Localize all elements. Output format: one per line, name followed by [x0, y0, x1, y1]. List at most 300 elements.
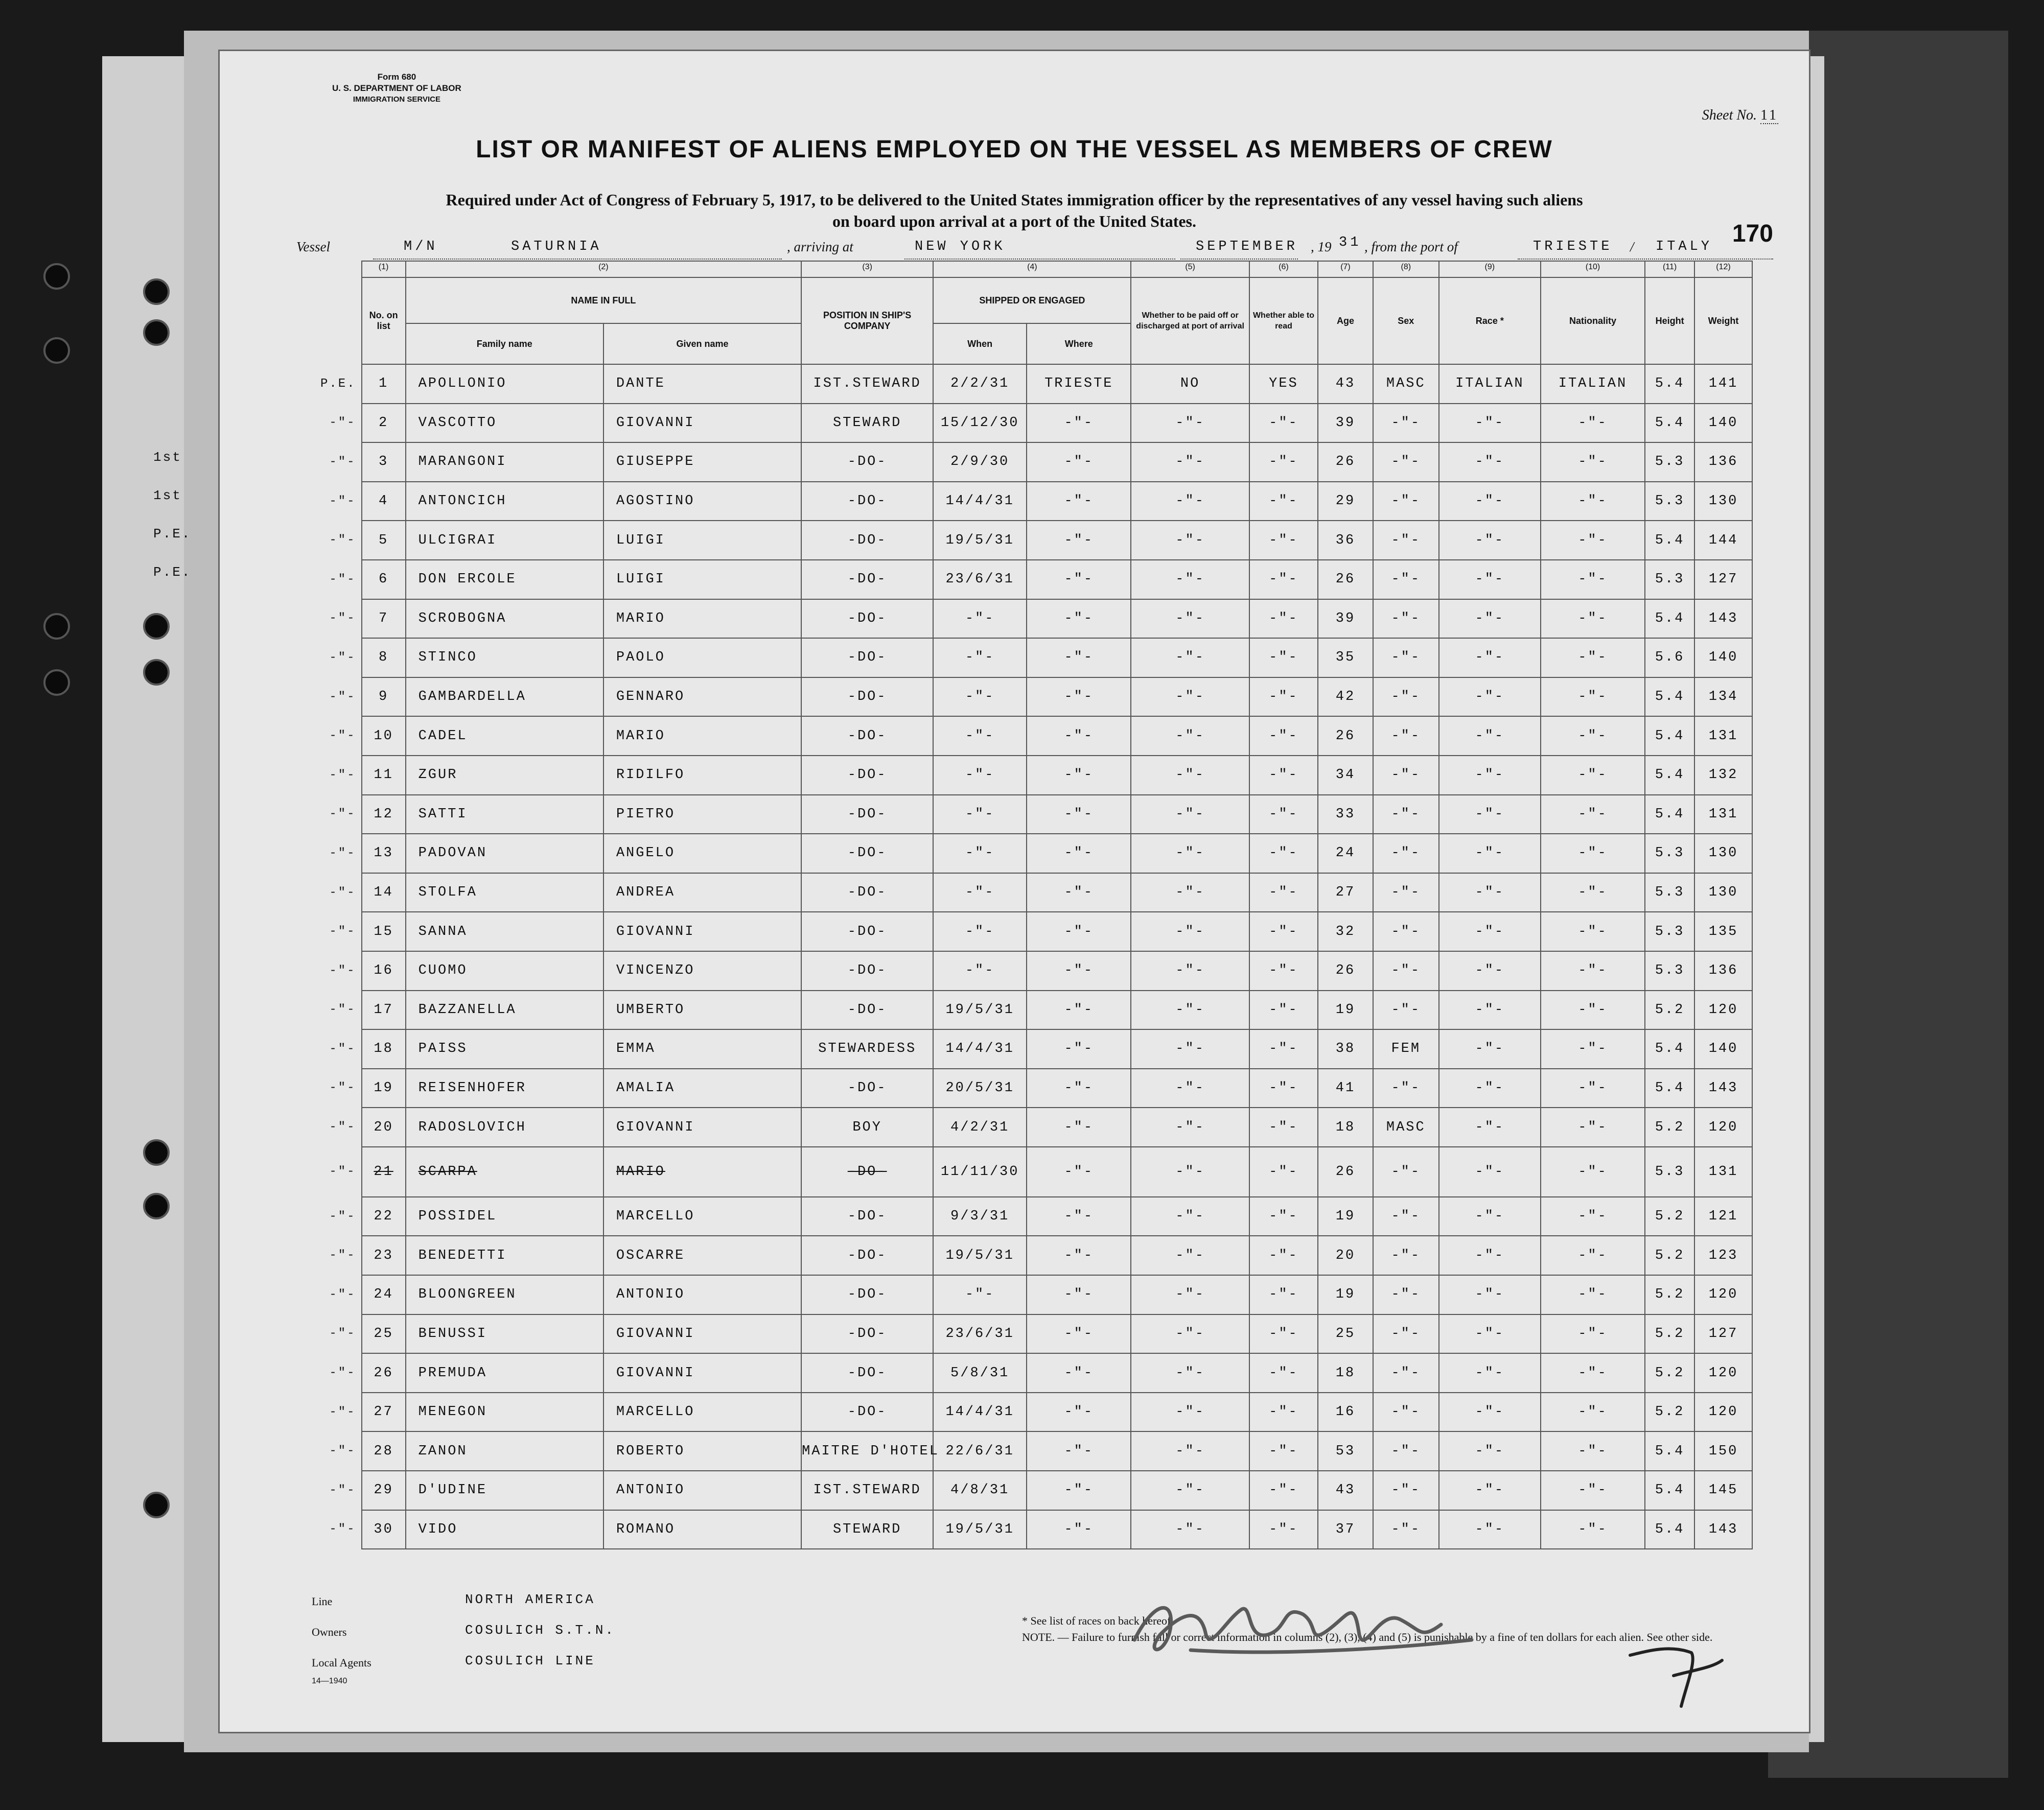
- race: -"-: [1439, 1108, 1541, 1147]
- position: -DO-: [801, 1069, 933, 1108]
- class-margin-cell: -"-: [329, 729, 356, 743]
- race: -"-: [1439, 1353, 1541, 1393]
- weight: 143: [1694, 1510, 1752, 1549]
- able-to-read: -"-: [1249, 834, 1318, 873]
- age: 35: [1318, 638, 1373, 677]
- sex: -"-: [1373, 795, 1439, 834]
- height: 5.2: [1645, 1275, 1694, 1314]
- dotted-rule: [373, 258, 782, 260]
- nationality: -"-: [1541, 1510, 1645, 1549]
- class-margin-cell: -"-: [329, 1081, 356, 1095]
- table-row: [307, 1510, 1752, 1549]
- table-row: [307, 834, 1752, 873]
- age: 16: [1318, 1393, 1373, 1432]
- nationality: -"-: [1541, 1236, 1645, 1275]
- sex: -"-: [1373, 716, 1439, 756]
- paid-off: -"-: [1131, 521, 1249, 560]
- given-name: GIOVANNI: [603, 1353, 801, 1393]
- given-name: GIOVANNI: [603, 1108, 801, 1147]
- sex: -"-: [1373, 991, 1439, 1030]
- position: -DO-: [801, 1353, 933, 1393]
- vessel-type: M/N: [404, 239, 438, 254]
- nationality: -"-: [1541, 1147, 1645, 1197]
- position: STEWARD: [801, 404, 933, 443]
- weight: 143: [1694, 599, 1752, 639]
- sex: -"-: [1373, 1069, 1439, 1108]
- dotted-rule: [904, 258, 1175, 260]
- col-number: (7): [1318, 261, 1373, 277]
- shipped-where: -"-: [1027, 677, 1131, 717]
- col-number: (8): [1373, 261, 1439, 277]
- weight: 150: [1694, 1431, 1752, 1471]
- shipped-when: 23/6/31: [933, 560, 1027, 599]
- nationality: -"-: [1541, 404, 1645, 443]
- class-margin-cell: -"-: [329, 1165, 356, 1179]
- row-number: 9: [362, 677, 406, 717]
- sex: -"-: [1373, 1431, 1439, 1471]
- height: 5.3: [1645, 873, 1694, 912]
- year-prefix: , 19: [1311, 239, 1332, 254]
- paid-off: -"-: [1131, 1029, 1249, 1069]
- binder-hole: [43, 263, 70, 290]
- position: -DO-: [801, 912, 933, 951]
- age: 37: [1318, 1510, 1373, 1549]
- age: 26: [1318, 716, 1373, 756]
- class-margin-cell: -"-: [329, 1287, 356, 1302]
- given-name: ANTONIO: [603, 1471, 801, 1510]
- paid-off: -"-: [1131, 1431, 1249, 1471]
- class-margin-cell: P.E.: [320, 377, 356, 391]
- weight: 134: [1694, 677, 1752, 717]
- shipped-when: -"-: [933, 677, 1027, 717]
- age: 18: [1318, 1353, 1373, 1393]
- header-no-on-list: No. on list: [362, 277, 406, 364]
- margin-note: P.E.: [153, 526, 192, 542]
- table-row: [307, 442, 1752, 482]
- shipped-when: -"-: [933, 873, 1027, 912]
- family-name: SANNA: [406, 912, 603, 951]
- able-to-read: -"-: [1249, 1108, 1318, 1147]
- position: -DO-: [801, 1236, 933, 1275]
- position: -DO-: [801, 873, 933, 912]
- form-code: 14—1940: [312, 1677, 347, 1685]
- height: 5.2: [1645, 1197, 1694, 1236]
- port-separator: /: [1630, 239, 1634, 254]
- nationality: -"-: [1541, 716, 1645, 756]
- sex: -"-: [1373, 1314, 1439, 1354]
- shipped-when: -"-: [933, 638, 1027, 677]
- race: -"-: [1439, 1197, 1541, 1236]
- class-margin-cell: -"-: [329, 416, 356, 430]
- position: -DO-: [801, 1197, 933, 1236]
- row-number: 21: [362, 1147, 406, 1197]
- able-to-read: -"-: [1249, 1029, 1318, 1069]
- position: IST.STEWARD: [801, 364, 933, 404]
- reviewer-mark: [1625, 1640, 1727, 1711]
- row-number: 15: [362, 912, 406, 951]
- sex: -"-: [1373, 1393, 1439, 1432]
- given-name: GENNARO: [603, 677, 801, 717]
- nationality: -"-: [1541, 599, 1645, 639]
- class-margin-cell: -"-: [329, 963, 356, 978]
- owners-label: Owners: [312, 1626, 347, 1638]
- nationality: -"-: [1541, 482, 1645, 521]
- table-row: [307, 1393, 1752, 1432]
- row-number: 24: [362, 1275, 406, 1314]
- nationality: -"-: [1541, 638, 1645, 677]
- given-name: ANDREA: [603, 873, 801, 912]
- paid-off: -"-: [1131, 1510, 1249, 1549]
- binder-hole: [43, 337, 70, 364]
- nationality: -"-: [1541, 873, 1645, 912]
- able-to-read: -"-: [1249, 1275, 1318, 1314]
- given-name: ROBERTO: [603, 1431, 801, 1471]
- position: STEWARD: [801, 1510, 933, 1549]
- position: -DO-: [801, 716, 933, 756]
- race: -"-: [1439, 404, 1541, 443]
- height: 5.3: [1645, 442, 1694, 482]
- weight: 136: [1694, 951, 1752, 991]
- nationality: -"-: [1541, 991, 1645, 1030]
- sex: -"-: [1373, 638, 1439, 677]
- age: 18: [1318, 1108, 1373, 1147]
- family-name: BENUSSI: [406, 1314, 603, 1354]
- able-to-read: -"-: [1249, 560, 1318, 599]
- nationality: -"-: [1541, 1029, 1645, 1069]
- table-row: [307, 677, 1752, 717]
- class-margin-cell: -"-: [329, 1405, 356, 1419]
- sex: -"-: [1373, 599, 1439, 639]
- class-margin-cell: -"-: [329, 925, 356, 939]
- height: 5.4: [1645, 364, 1694, 404]
- position: -DO-: [801, 1314, 933, 1354]
- able-to-read: -"-: [1249, 716, 1318, 756]
- class-margin-cell: -"-: [329, 612, 356, 626]
- row-number: 22: [362, 1197, 406, 1236]
- family-name: STOLFA: [406, 873, 603, 912]
- age: 41: [1318, 1069, 1373, 1108]
- height: 5.2: [1645, 1236, 1694, 1275]
- sex: -"-: [1373, 404, 1439, 443]
- able-to-read: -"-: [1249, 873, 1318, 912]
- given-name: MARIO: [603, 716, 801, 756]
- shipped-where: TRIESTE: [1027, 364, 1131, 404]
- weight: 127: [1694, 560, 1752, 599]
- class-margin: [307, 261, 362, 364]
- able-to-read: -"-: [1249, 521, 1318, 560]
- shipped-when: 11/11/30: [933, 1147, 1027, 1197]
- paid-off: -"-: [1131, 873, 1249, 912]
- height: 5.4: [1645, 521, 1694, 560]
- able-to-read: -"-: [1249, 1393, 1318, 1432]
- position: -DO-: [801, 677, 933, 717]
- age: 19: [1318, 1275, 1373, 1314]
- shipped-where: -"-: [1027, 482, 1131, 521]
- margin-note: 1st: [153, 488, 182, 503]
- shipped-where: -"-: [1027, 951, 1131, 991]
- table-row: [307, 1069, 1752, 1108]
- row-number: 10: [362, 716, 406, 756]
- sex: -"-: [1373, 756, 1439, 795]
- row-number: 3: [362, 442, 406, 482]
- height: 5.4: [1645, 1510, 1694, 1549]
- able-to-read: -"-: [1249, 599, 1318, 639]
- race: ITALIAN: [1439, 364, 1541, 404]
- row-number: 18: [362, 1029, 406, 1069]
- class-margin-cell: -"-: [329, 846, 356, 860]
- given-name: UMBERTO: [603, 991, 801, 1030]
- family-name: GAMBARDELLA: [406, 677, 603, 717]
- race: -"-: [1439, 442, 1541, 482]
- header-weight: Weight: [1694, 277, 1752, 364]
- able-to-read: -"-: [1249, 482, 1318, 521]
- nationality: -"-: [1541, 1069, 1645, 1108]
- table-row: [307, 1147, 1752, 1197]
- col-number: (5): [1131, 261, 1249, 277]
- dotted-rule: [1180, 258, 1298, 260]
- binder-hole: [143, 1492, 170, 1518]
- binder-hole: [143, 613, 170, 640]
- able-to-read: -"-: [1249, 951, 1318, 991]
- weight: 131: [1694, 1147, 1752, 1197]
- agents-label: Local Agents: [312, 1656, 371, 1669]
- dotted-rule: [1518, 258, 1773, 260]
- height: 5.3: [1645, 560, 1694, 599]
- table-row: [307, 364, 1752, 404]
- race: -"-: [1439, 1029, 1541, 1069]
- header-sex: Sex: [1373, 277, 1439, 364]
- class-margin-cell: -"-: [329, 1366, 356, 1380]
- shipped-where: -"-: [1027, 1147, 1131, 1197]
- row-number: 19: [362, 1069, 406, 1108]
- age: 43: [1318, 1471, 1373, 1510]
- family-name: VIDO: [406, 1510, 603, 1549]
- subtitle-line-1: Required under Act of Congress of February 5, 1917, to be delivered to the United States immigration officer by the representatives of any vessel having such aliens: [446, 191, 1583, 209]
- row-number: 12: [362, 795, 406, 834]
- shipped-when: 14/4/31: [933, 1393, 1027, 1432]
- weight: 131: [1694, 795, 1752, 834]
- weight: 140: [1694, 638, 1752, 677]
- row-number: 2: [362, 404, 406, 443]
- sex: -"-: [1373, 873, 1439, 912]
- able-to-read: -"-: [1249, 404, 1318, 443]
- table-row: [307, 521, 1752, 560]
- sheet-number: [1702, 107, 1778, 124]
- age: 43: [1318, 364, 1373, 404]
- family-name: ZANON: [406, 1431, 603, 1471]
- height: 5.4: [1645, 1069, 1694, 1108]
- weight: 127: [1694, 1314, 1752, 1354]
- shipped-when: 23/6/31: [933, 1314, 1027, 1354]
- able-to-read: -"-: [1249, 638, 1318, 677]
- race: -"-: [1439, 677, 1541, 717]
- table-row: [307, 991, 1752, 1030]
- paid-off: -"-: [1131, 912, 1249, 951]
- weight: 143: [1694, 1069, 1752, 1108]
- given-name: MARCELLO: [603, 1197, 801, 1236]
- service: IMMIGRATION SERVICE: [353, 95, 440, 104]
- class-margin-cell: -"-: [329, 885, 356, 900]
- penalty-note: NOTE. — Failure to furnish full or correct information in columns (2), (3), (4) and (5) is punishable by a fine of ten dollars for each alien. See other side.: [1022, 1631, 1713, 1643]
- nationality: ITALIAN: [1541, 364, 1645, 404]
- shipped-where: -"-: [1027, 1069, 1131, 1108]
- page-subtitle: [312, 189, 1717, 232]
- family-name: BAZZANELLA: [406, 991, 603, 1030]
- row-number: 17: [362, 991, 406, 1030]
- table-row: [307, 599, 1752, 639]
- race: -"-: [1439, 716, 1541, 756]
- age: 25: [1318, 1314, 1373, 1354]
- family-name: D'UDINE: [406, 1471, 603, 1510]
- given-name: ANTONIO: [603, 1275, 801, 1314]
- row-number: 8: [362, 638, 406, 677]
- race: -"-: [1439, 1314, 1541, 1354]
- family-name: ANTONCICH: [406, 482, 603, 521]
- binder-hole: [143, 278, 170, 305]
- height: 5.4: [1645, 795, 1694, 834]
- department: U. S. DEPARTMENT OF LABOR: [332, 83, 461, 93]
- table-row: [307, 912, 1752, 951]
- position: -DO-: [801, 560, 933, 599]
- weight: 120: [1694, 1108, 1752, 1147]
- form-number: Form 680: [377, 72, 416, 82]
- family-name: STINCO: [406, 638, 603, 677]
- line-value: NORTH AMERICA: [465, 1592, 595, 1607]
- crew-rows: [307, 364, 1752, 1549]
- age: 19: [1318, 1197, 1373, 1236]
- family-name: BLOONGREEN: [406, 1275, 603, 1314]
- document-number: 170: [1732, 220, 1773, 247]
- shipped-where: -"-: [1027, 442, 1131, 482]
- paid-off: -"-: [1131, 951, 1249, 991]
- shipped-when: 22/6/31: [933, 1431, 1027, 1471]
- position: STEWARDESS: [801, 1029, 933, 1069]
- given-name: AMALIA: [603, 1069, 801, 1108]
- weight: 123: [1694, 1236, 1752, 1275]
- height: 5.2: [1645, 1314, 1694, 1354]
- row-number: 13: [362, 834, 406, 873]
- sex: -"-: [1373, 1147, 1439, 1197]
- nationality: -"-: [1541, 1275, 1645, 1314]
- given-name: OSCARRE: [603, 1236, 801, 1275]
- height: 5.2: [1645, 991, 1694, 1030]
- paid-off: -"-: [1131, 1353, 1249, 1393]
- row-number: 30: [362, 1510, 406, 1549]
- row-number: 23: [362, 1236, 406, 1275]
- position: -DO-: [801, 991, 933, 1030]
- paid-off: -"-: [1131, 404, 1249, 443]
- class-margin-cell: -"-: [329, 494, 356, 508]
- row-number: 29: [362, 1471, 406, 1510]
- given-name: EMMA: [603, 1029, 801, 1069]
- arrival-month: SEPTEMBER: [1196, 239, 1298, 254]
- race: -"-: [1439, 912, 1541, 951]
- shipped-when: -"-: [933, 834, 1027, 873]
- paid-off: -"-: [1131, 677, 1249, 717]
- paid-off: -"-: [1131, 1108, 1249, 1147]
- sheet-value: 11: [1760, 107, 1778, 123]
- race: -"-: [1439, 1471, 1541, 1510]
- sex: -"-: [1373, 677, 1439, 717]
- shipped-when: -"-: [933, 912, 1027, 951]
- given-name: GIOVANNI: [603, 404, 801, 443]
- class-margin-cell: -"-: [329, 455, 356, 469]
- row-number: 14: [362, 873, 406, 912]
- family-name: POSSIDEL: [406, 1197, 603, 1236]
- form-header: [332, 72, 461, 105]
- given-name: GIUSEPPE: [603, 442, 801, 482]
- age: 26: [1318, 951, 1373, 991]
- height: 5.2: [1645, 1353, 1694, 1393]
- race: -"-: [1439, 951, 1541, 991]
- shipped-where: -"-: [1027, 1353, 1131, 1393]
- nationality: -"-: [1541, 1108, 1645, 1147]
- able-to-read: -"-: [1249, 756, 1318, 795]
- shipped-when: -"-: [933, 795, 1027, 834]
- position: -DO-: [801, 599, 933, 639]
- sex: -"-: [1373, 951, 1439, 991]
- shipped-where: -"-: [1027, 1393, 1131, 1432]
- class-margin-cell: -"-: [329, 1522, 356, 1537]
- position: -DO-: [801, 795, 933, 834]
- race: -"-: [1439, 1147, 1541, 1197]
- weight: 131: [1694, 716, 1752, 756]
- position: BOY: [801, 1108, 933, 1147]
- height: 5.3: [1645, 1147, 1694, 1197]
- arriving-label: , arriving at: [787, 239, 853, 254]
- shipped-when: 14/4/31: [933, 482, 1027, 521]
- paid-off: -"-: [1131, 599, 1249, 639]
- binder-hole: [43, 669, 70, 696]
- class-margin-cell: -"-: [329, 1327, 356, 1341]
- arriving-port: NEW YORK: [915, 239, 1006, 254]
- age: 34: [1318, 756, 1373, 795]
- shipped-where: -"-: [1027, 756, 1131, 795]
- able-to-read: -"-: [1249, 1431, 1318, 1471]
- nationality: -"-: [1541, 560, 1645, 599]
- height: 5.2: [1645, 1393, 1694, 1432]
- shipped-when: 19/5/31: [933, 1236, 1027, 1275]
- margin-note: P.E.: [153, 565, 192, 580]
- sex: -"-: [1373, 1510, 1439, 1549]
- col-number: (2): [406, 261, 801, 277]
- given-name: LUIGI: [603, 521, 801, 560]
- age: 19: [1318, 991, 1373, 1030]
- age: 38: [1318, 1029, 1373, 1069]
- class-margin-cell: -"-: [329, 650, 356, 665]
- class-margin-cell: -"-: [329, 807, 356, 821]
- nationality: -"-: [1541, 1314, 1645, 1354]
- col-number: (11): [1645, 261, 1694, 277]
- table-row: [307, 1108, 1752, 1147]
- race: -"-: [1439, 834, 1541, 873]
- paid-off: -"-: [1131, 442, 1249, 482]
- weight: 120: [1694, 1275, 1752, 1314]
- class-margin-cell: -"-: [329, 1120, 356, 1135]
- position: -DO-: [801, 834, 933, 873]
- header-name-in-full: NAME IN FULL: [406, 277, 801, 323]
- margin-note: 1st: [153, 450, 182, 465]
- shipped-when: -"-: [933, 951, 1027, 991]
- family-name: VASCOTTO: [406, 404, 603, 443]
- crew-manifest-table: [307, 261, 1753, 1549]
- weight: 120: [1694, 991, 1752, 1030]
- class-margin-cell: -"-: [329, 1483, 356, 1497]
- able-to-read: -"-: [1249, 1314, 1318, 1354]
- vessel-label: Vessel: [296, 239, 330, 254]
- header-where: Where: [1027, 323, 1131, 364]
- able-to-read: -"-: [1249, 1510, 1318, 1549]
